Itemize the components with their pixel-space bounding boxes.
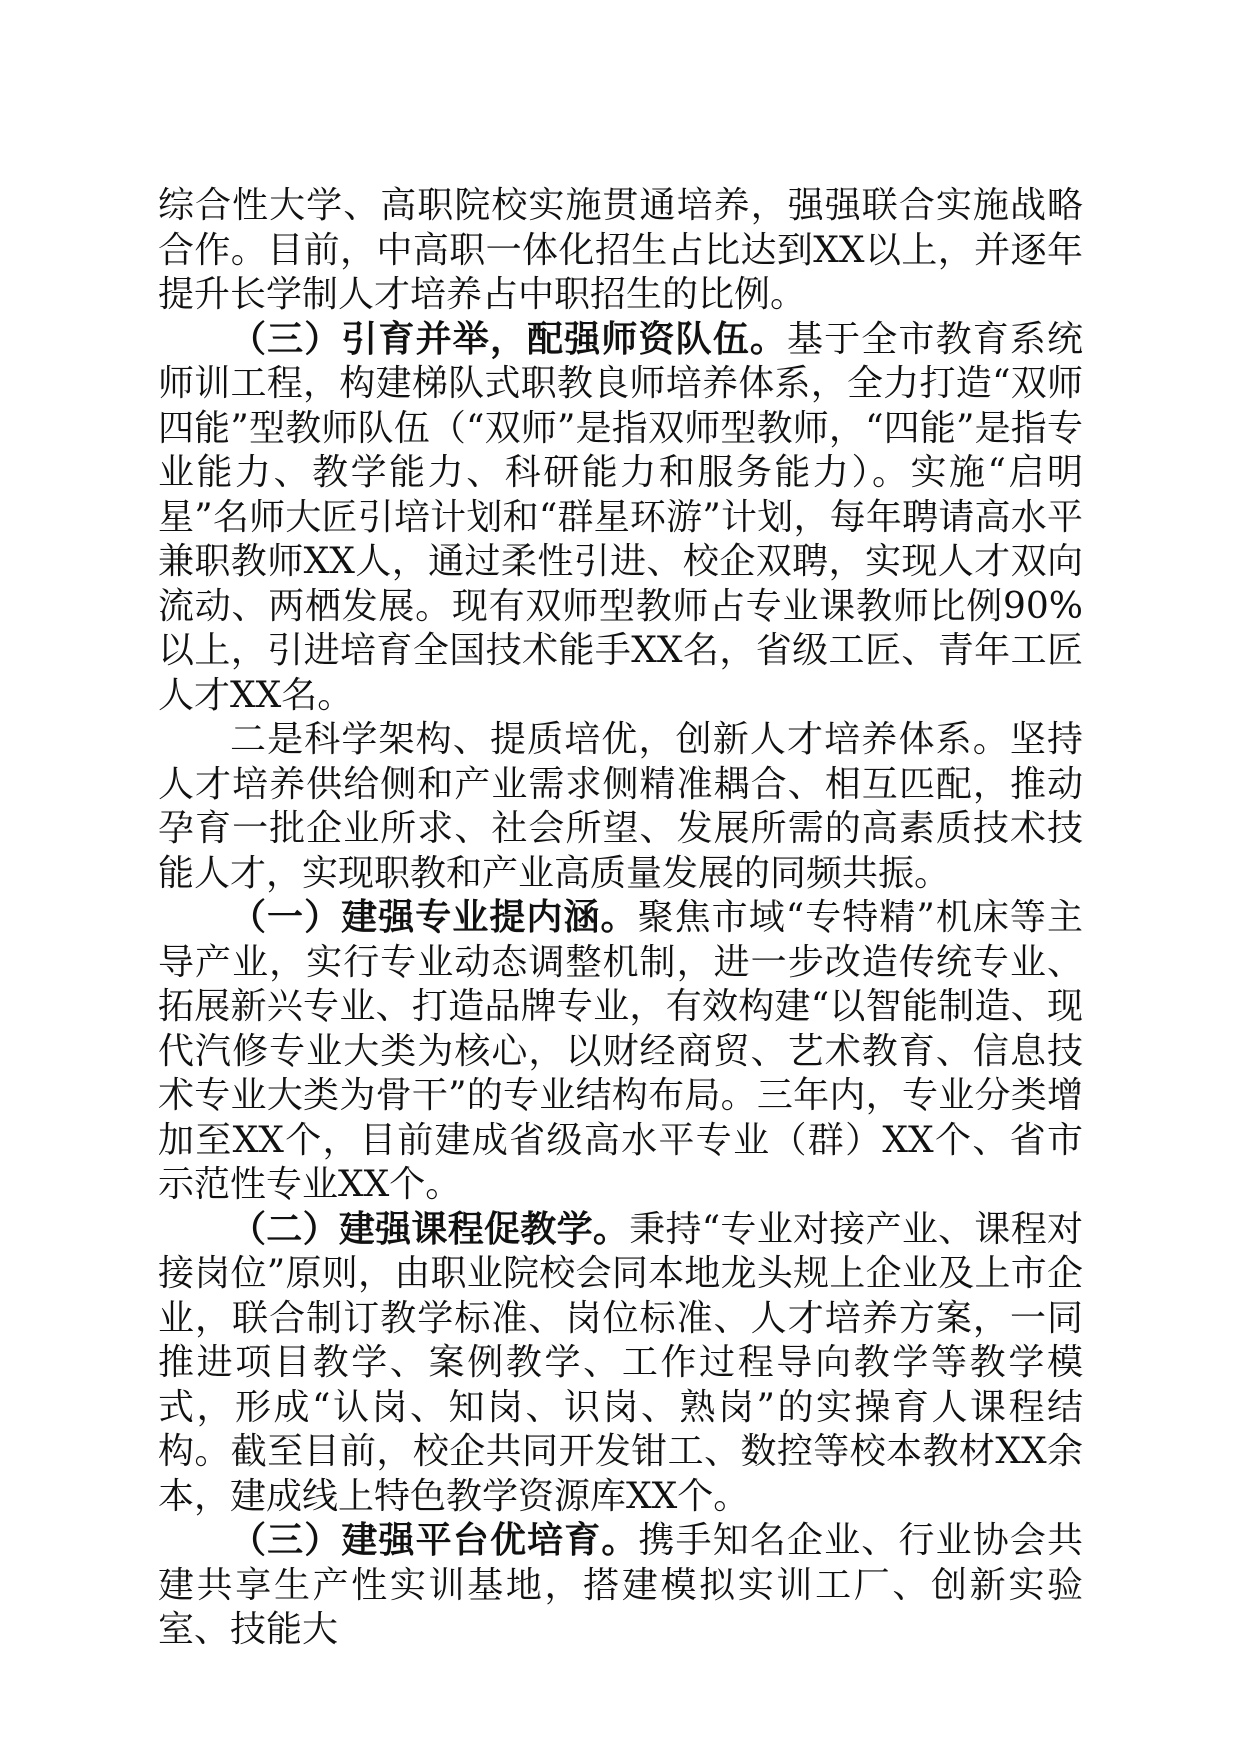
paragraph-1-text: 综合性大学、高职院校实施贯通培养，强强联合实施战略合作。目前，中高职一体化招生占比达到XX以上，并逐年提升长学制人才培养占中职招生的比例。 xyxy=(158,185,1083,315)
paragraph-1 xyxy=(158,184,1083,318)
paragraph-4-heading: （一）建强专业提内涵。 xyxy=(230,897,638,938)
paragraph-2-heading: （三）引育并举，配强师资队伍。 xyxy=(230,318,788,360)
paragraph-3 xyxy=(158,718,1083,896)
paragraph-6-heading: （三）建强平台优培育。 xyxy=(230,1520,639,1561)
paragraph-6-text: 携手知名企业、行业协会共建共享生产性实训基地，搭建模拟实训工厂、创新实验室、技能大 xyxy=(158,1520,1083,1650)
paragraph-4 xyxy=(158,896,1083,1208)
paragraph-4-text: 聚焦市域“专特精”机床等主导产业，实行专业动态调整机制，进一步改造传统专业、拓展新兴专业、打造品牌专业，有效构建“以智能制造、现代汽修专业大类为核心，以财经商贸、艺术教育、信息技术专业大类为骨干”的专业结构布局。三年内，专业分类增加至XX个，目前建成省级高水平专业（群）XX个、省市示范性专业XX个。 xyxy=(158,897,1083,1205)
paragraph-6 xyxy=(158,1519,1083,1653)
paragraph-5 xyxy=(158,1208,1083,1520)
paragraph-5-heading: （二）建强课程促教学。 xyxy=(230,1208,630,1250)
paragraph-3-text: 二是科学架构、提质培优，创新人才培养体系。坚持人才培养供给侧和产业需求侧精准耦合、相互匹配，推动孕育一批企业所求、社会所望、发展所需的高素质技术技能人才，实现职教和产业高质量发展的同频共振。 xyxy=(158,719,1083,894)
paragraph-2-text: 基于全市教育系统师训工程，构建梯队式职教良师培养体系，全力打造“双师四能”型教师队伍（“双师”是指双师型教师，“四能”是指专业能力、教学能力、科研能力和服务能力）。实施“启明星”名师大匠引培计划和“群星环游”计划，每年聘请高水平兼职教师XX人，通过柔性引进、校企双聘，实现人才双向流动、两栖发展。现有双师型教师占专业课教师比例90%以上，引进培育全国技术能手XX名，省级工匠、青年工匠人才XX名。 xyxy=(158,318,1083,716)
document-page xyxy=(158,184,1083,1653)
paragraph-5-text: 秉持“专业对接产业、课程对接岗位”原则，由职业院校会同本地龙头规上企业及上市企业，联合制订教学标准、岗位标准、人才培养方案，一同推进项目教学、案例教学、工作过程导向教学等教学模式，形成“认岗、知岗、识岗、熟岗”的实操育人课程结构。截至目前，校企共同开发钳工、数控等校本教材XX余本，建成线上特色教学资源库XX个。 xyxy=(158,1208,1083,1517)
paragraph-2 xyxy=(158,318,1083,719)
